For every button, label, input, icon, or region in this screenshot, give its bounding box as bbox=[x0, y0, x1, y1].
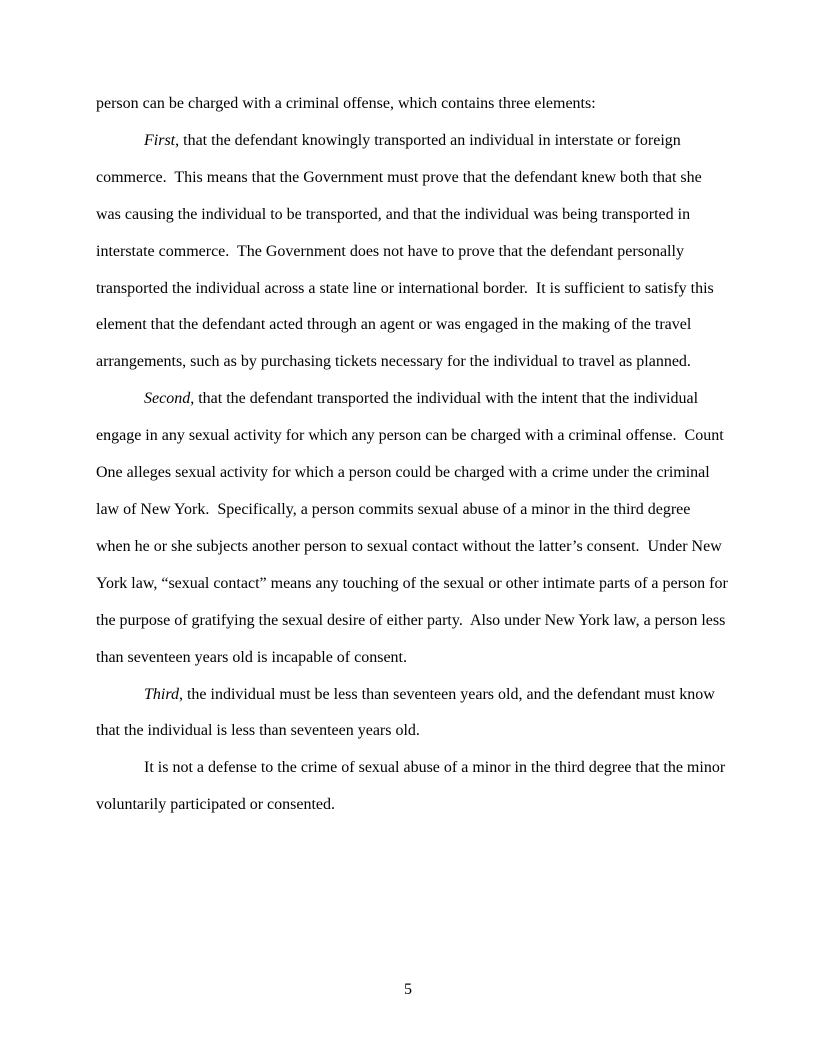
paragraph-text: , the individual must be less than seventeen years old, and the defendant must know that the individual is less than seventeen years old. bbox=[96, 685, 719, 740]
paragraph-text: person can be charged with a criminal offense, which contains three elements: bbox=[96, 95, 596, 112]
paragraph-text: It is not a defense to the crime of sexual abuse of a minor in the third degree that the minor voluntarily participated or consented. bbox=[96, 759, 730, 814]
paragraph-third-element bbox=[96, 677, 729, 751]
paragraph-text: , that the defendant transported the individual with the intent that the individual engage in any sexual activity for which any person can be charged with a criminal offense. Count One alleges sexual activity for which a person could be charged with a crime under the criminal law of New York. Specifically, a person commits sexual abuse of a minor in the third degree when he or she subjects another person to sexual contact without the latter’s consent. Under New York law, “sexual contact” means any touching of the sexual or other intimate parts of a person for the purpose of gratifying the sexual desire of either party. Also under New York law, a person less than seventeen years old is incapable of consent. bbox=[96, 390, 732, 666]
document-body bbox=[96, 86, 732, 824]
paragraph-lead-third: Third bbox=[144, 685, 179, 703]
paragraph-text: , that the defendant knowingly transported an individual in interstate or foreign commerce. This means that the Government must prove that the defendant knew both that she was causing the individual to be transported, and that the individual was being transported in interstate commerce. The Government does not have to prove that the defendant personally transported the individual across a state line or international border. It is sufficient to satisfy this element that the defendant acted through an agent or was engaged in the making of the travel arrangements, such as by purchasing tickets necessary for the individual to travel as planned. bbox=[96, 131, 718, 371]
paragraph-no-defense bbox=[96, 750, 729, 824]
page-number: 5 bbox=[404, 981, 412, 998]
paragraph-first-element bbox=[96, 123, 729, 381]
paragraph-lead-first: First bbox=[144, 131, 176, 149]
paragraph-elements-intro bbox=[96, 86, 729, 123]
paragraph-lead-second: Second bbox=[144, 390, 191, 408]
paragraph-second-element bbox=[96, 381, 732, 676]
